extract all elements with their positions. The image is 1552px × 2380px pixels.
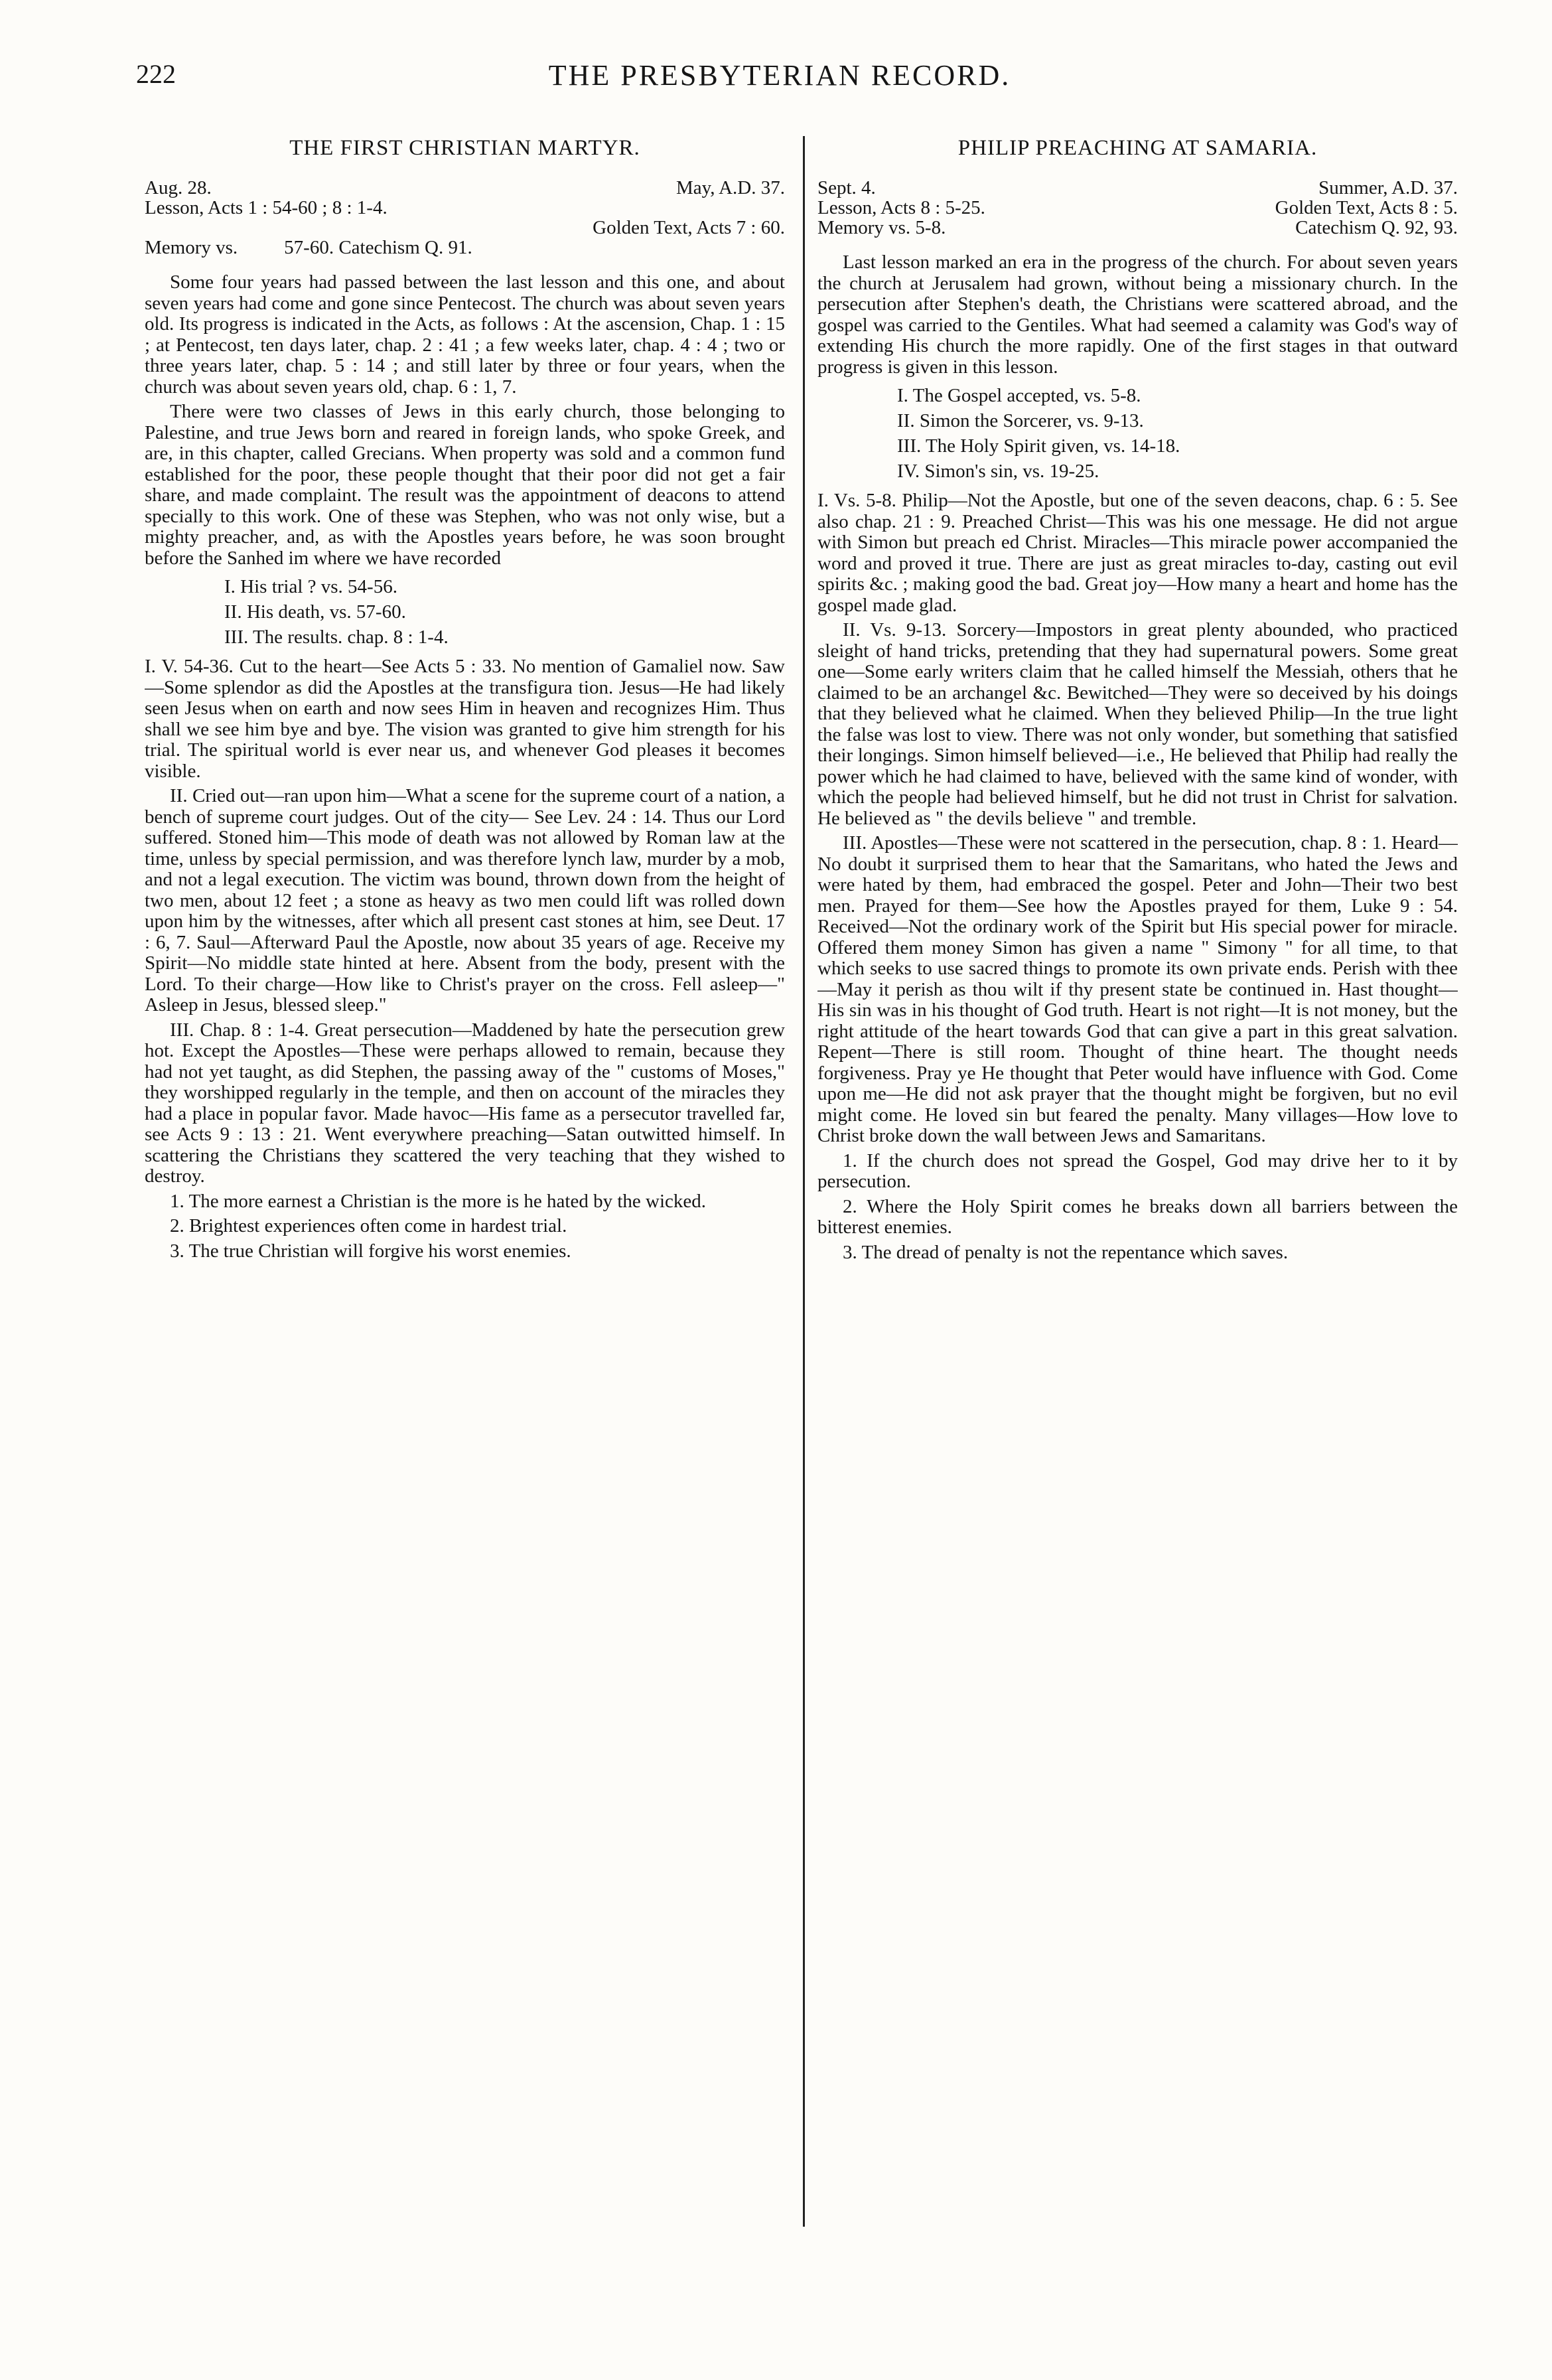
outline-item: III. The results. chap. 8 : 1-4. bbox=[224, 627, 449, 648]
catechism: Catechism Q. 91. bbox=[338, 237, 472, 258]
lesson-body bbox=[817, 252, 1458, 1263]
lesson-point: 2. Where the Holy Spirit comes he breaks down all barriers between the bitterest enemies. bbox=[817, 1195, 1458, 1238]
intro-paragraph: Some four years had passed between the last lesson and this one, and about seven years had come and gone since Pentecost. The church was about seven years old. Its progress is indicated in the Acts, as follows : At the ascension, Chap. 1 : 15 ; at Pentecost, ten days later, chap. 2 : 41 ; a few weeks later, chap. 4 : 4 ; two or three years later, chap. 5 : 14 ; and still later by three or four years, when the church was about seven years old, chap. 6 : 1, 7. bbox=[145, 271, 785, 398]
outline-item: III. The Holy Spirit given, vs. 14-18. bbox=[897, 435, 1180, 457]
memory-label: Memory vs. 5-8. bbox=[817, 217, 946, 238]
left-column bbox=[145, 136, 785, 2313]
outline-item: I. His trial ? vs. 54-56. bbox=[224, 576, 397, 597]
lesson-point: 3. The true Christian will forgive his worst enemies. bbox=[170, 1240, 571, 1262]
section-paragraph: III. Chap. 8 : 1-4. Great persecution—Maddened by hate the persecution grew hot. Except the Apostles—These were perhaps allowed to remain, because they had not yet taught, as did Stephen, the passing away of the " customs of Moses," they worshipped regularly in the temple, and then on account of the miracles they had a place in popular favor. Made havoc—His fame as a persecutor travelled far, see Acts 9 : 13 : 21. Went everywhere preaching—Satan outwitted himself. In scattering the Christians they scattered the very teaching that they wished to destroy. bbox=[145, 1019, 785, 1187]
lesson-point: 2. Brightest experiences often come in hardest trial. bbox=[170, 1215, 567, 1236]
lesson-outline bbox=[145, 574, 785, 650]
lesson-reference: Lesson, Acts 1 : 54-60 ; 8 : 1-4. bbox=[145, 197, 388, 218]
lesson-meta bbox=[145, 178, 785, 258]
lesson-point: 1. If the church does not spread the Gospel, God may drive her to it by persecution. bbox=[817, 1150, 1458, 1192]
lesson-era: May, A.D. 37. bbox=[675, 177, 785, 198]
memory-label: Memory vs. bbox=[145, 237, 238, 258]
page-number: 222 bbox=[136, 59, 176, 89]
outline-item: IV. Simon's sin, vs. 19-25. bbox=[897, 461, 1099, 482]
lesson-reference: Lesson, Acts 8 : 5-25. bbox=[817, 197, 985, 218]
lesson-title: PHILIP PREACHING AT SAMARIA. bbox=[957, 136, 1318, 160]
outline-item: II. Simon the Sorcerer, vs. 9-13. bbox=[897, 410, 1144, 431]
column-divider bbox=[803, 136, 805, 2227]
outline-item: II. His death, vs. 57-60. bbox=[224, 601, 406, 623]
page-header bbox=[136, 58, 1423, 98]
golden-text: Golden Text, Acts 7 : 60. bbox=[593, 217, 785, 238]
section-paragraph: I. V. 54-36. Cut to the heart—See Acts 5 : 33. No mention of Gamaliel now. Saw—Some splendor as did the Apostles at the transfigura tion. Jesus—He had likely seen Jesus when on earth and now sees Him in heaven and recognizes Him. Thus shall we see him bye and bye. The vision was granted to give him strength for his trial. The spiritual world is ever near us, and whenever God pleases it becomes visible. bbox=[145, 656, 785, 782]
journal-title: THE PRESBYTERIAN RECORD. bbox=[548, 59, 1011, 92]
section-paragraph: II. Vs. 9-13. Sorcery—Impostors in great plenty abounded, who practiced sleight of hand tricks, pretending that they had supernatural powers. Some great one—Some early writers claim that he called himself the Messiah, others that he claimed to be an archangel &c. Bewitched—They were so deceived by his doings that they believed what he claimed. When they believed Philip—In the true light the false was lost to view. There was not only wonder, but something that satisfied their longings. Simon himself believed—i.e., He believed that Philip had really the power which he had claimed to have, believed with the same kind of wonder, with which the people had believed himself, but he did not trust in Christ for salvation. He believed as " the devils believe " and tremble. bbox=[817, 619, 1458, 829]
memory-verses: 57-60. bbox=[284, 237, 334, 258]
lesson-date: Aug. 28. bbox=[145, 177, 212, 198]
outline-item: I. The Gospel accepted, vs. 5-8. bbox=[897, 385, 1141, 406]
lesson-body bbox=[145, 272, 785, 1262]
section-paragraph: I. Vs. 5-8. Philip—Not the Apostle, but one of the seven deacons, chap. 6 : 5. See also chap. 21 : 9. Preached Christ—This was his one message. He did not argue with Simon but preach ed Christ. Miracles—This miracle power accompanied the word and proved it true. There are just as great miracles to-day, casting out evil spirits &c. ; making good the bad. Great joy—How many a heart and home has the gospel made glad. bbox=[817, 490, 1458, 616]
lesson-point: 3. The dread of penalty is not the repentance which saves. bbox=[843, 1241, 1289, 1263]
catechism: Catechism Q. 92, 93. bbox=[1295, 217, 1458, 238]
right-column bbox=[817, 136, 1458, 2313]
lesson-date: Sept. 4. bbox=[817, 177, 876, 198]
section-paragraph: III. Apostles—These were not scattered in the persecution, chap. 8 : 1. Heard—No doubt it surprised them to hear that the Samaritans, who hated the Jews and were hated by them, had embraced the gospel. Peter and John—Their two best men. Prayed for them—See how the Apostles prayed for them, Luke 9 : 54. Received—Not the ordinary work of the Spirit but His special power for miracle. Offered them money Simon has given a name " Simony " for all time, to that which seeks to use sacred things to promote its own private ends. Perish with thee—May it perish as thou wilt if thy present state be continued in. Hast thought—His sin was in his thought of God truth. Heart is not right—It is not money, but the right attitude of the heart towards God that can give a part in this great salvation. Repent—There is still room. Thought of thine heart. The thought needs forgiveness. Pray ye He thought that Peter would have influence with God. Come upon me—He did not ask prayer that the thought might be forgiven, but no evil might come. He loved sin but feared the penalty. Many villages—How love to Christ broke down the wall between Jews and Samaritans. bbox=[817, 832, 1458, 1146]
section-paragraph: II. Cried out—ran upon him—What a scene for the supreme court of a nation, a bench of supreme court judges. Out of the city— See Lev. 24 : 14. Thus our Lord suffered. Stoned him—This mode of death was not allowed by Roman law at the time, unless by special permission, and was therefore lynch law, murder by a mob, and not a legal execution. The victim was bound, thrown down from the height of two men, about 12 feet ; a stone as heavy as two men could lift was rolled down upon him by the witnesses, after which all present cast stones at him, see Deut. 17 : 6, 7. Saul—Afterward Paul the Apostle, now about 35 years of age. Receive my Spirit—No middle state hinted at here. Absent from the body, present with the Lord. To their charge—How like to Christ's prayer on the cross. Fell asleep—" Asleep in Jesus, blessed sleep." bbox=[145, 785, 785, 1015]
lesson-outline bbox=[817, 383, 1458, 484]
lesson-meta bbox=[817, 178, 1458, 238]
intro-paragraph: There were two classes of Jews in this early church, those belonging to Palestine, and true Jews born and reared in foreign lands, who spoke Greek, and are, in this chapter, called Grecians. When property was sold and a common fund established for the poor, these people thought that their poor did not get a fair share, and made complaint. The result was the appointment of deacons to attend specially to this work. One of these was Stephen, who was not only wise, but a mighty preacher, and, as with the Apostles years before, he was soon brought before the Sanhed im where we have recorded bbox=[145, 401, 785, 569]
lesson-title: THE FIRST CHRISTIAN MARTYR. bbox=[289, 136, 640, 160]
lesson-era: Summer, A.D. 37. bbox=[1318, 177, 1458, 198]
lesson-point: 1. The more earnest a Christian is the more is he hated by the wicked. bbox=[170, 1190, 707, 1212]
intro-paragraph: Last lesson marked an era in the progress of the church. For about seven years the church at Jerusalem had grown, without being a missionary church. In the persecution after Stephen's death, the Christians were scattered abroad, and the gospel was carried to the Gentiles. What had seemed a calamity was God's way of extending His church the more rapidly. One of the first stages in that outward progress is given in this lesson. bbox=[817, 252, 1458, 378]
golden-text: Golden Text, Acts 8 : 5. bbox=[1275, 197, 1458, 218]
